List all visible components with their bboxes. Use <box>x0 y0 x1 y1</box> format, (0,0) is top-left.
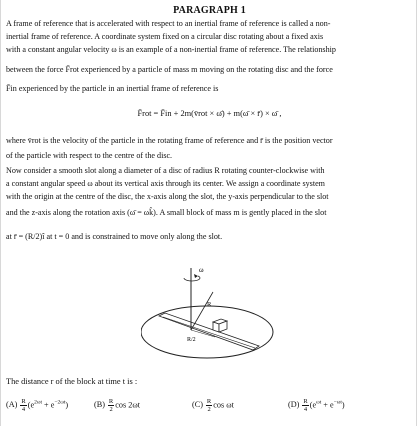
text-line: F̄in experienced by the particle in an inertial frame of reference is <box>6 84 219 93</box>
text-line: with the origin at the centre of the disc, the x-axis along the slot, the y-axis perpendicular to the slot <box>6 192 329 201</box>
text-line: inertial frame of reference. A coordinate system fixed on a circular disc rotating about a fixed axis <box>6 32 324 41</box>
force-equation: F̄rot = F̄in + 2m(v̄rot × ω̄) + m(ω̄ × r̄) × ω̄ , <box>137 109 282 118</box>
paragraph-heading: PARAGRAPH 1 <box>173 5 246 16</box>
text-line: A frame of reference that is accelerated with respect to an inertial frame of reference is called a non- <box>6 19 331 28</box>
text-line: between the force F̄rot experienced by a particle of mass m moving on the rotating disc and the force <box>6 65 333 74</box>
text-line: a constant angular speed ω about its vertical axis through its center. We assign a coordinate system <box>6 179 325 188</box>
question-text: The distance r of the block at time t is : <box>6 377 138 386</box>
text-line: and the z-axis along the rotation axis (ω̄ = ωk̂). A small block of mass m is gently placed in the slot <box>6 208 327 217</box>
text-line: with a constant angular velocity ω is an example of a non-inertial frame of reference. The relationship <box>6 45 336 54</box>
option-d[interactable]: (D) $\frac{R}{4}$ $(e^{\omega t} + e^{-\omega t})$ <box>288 398 345 413</box>
text-line: at r̄ = (R/2)î at t = 0 and is constrained to move only along the slot. <box>6 232 223 241</box>
text-line: where v̄rot is the velocity of the particle in the rotating frame of reference and r̄ is the position vector <box>6 136 333 145</box>
omega-label: ω <box>199 266 204 274</box>
rotation-arrow-icon <box>184 276 200 281</box>
rotating-disc-figure <box>141 262 281 362</box>
text-line: of the particle with respect to the centre of the disc. <box>6 151 173 160</box>
text-line: Now consider a smooth slot along a diameter of a disc of radius R rotating counter-clockwise with <box>6 166 325 175</box>
option-b[interactable]: (B) $\frac{R}{2}$ cos 2ωt <box>94 398 140 413</box>
radius-label: R <box>207 301 212 308</box>
option-a[interactable]: (A) $\frac{R}{4}$ $(e^{2\omega t} + e^{-2\omega t})$ <box>6 398 69 413</box>
block <box>213 319 227 332</box>
half-radius-label: R/2 <box>187 337 196 343</box>
option-c[interactable]: (C) $\frac{R}{2}$ cos ωt <box>192 398 234 413</box>
